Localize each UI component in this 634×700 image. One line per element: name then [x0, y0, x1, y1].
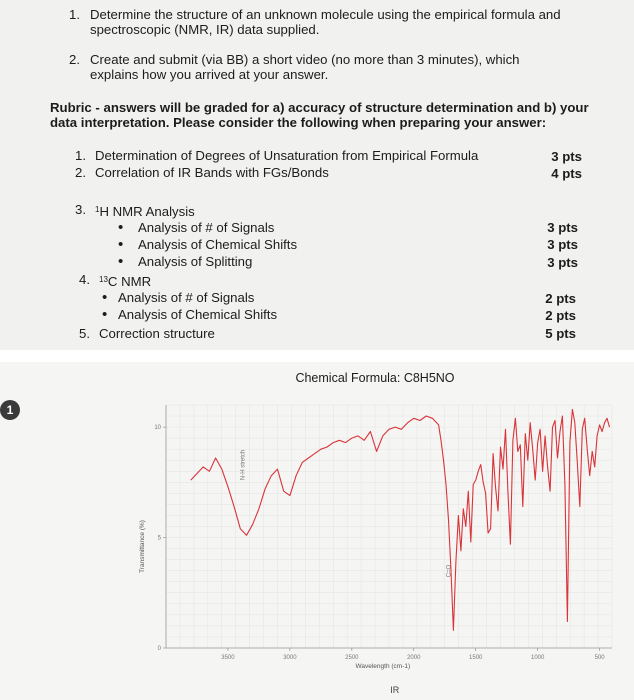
h-nmr-bullet: Analysis of Splitting: [138, 254, 253, 269]
h-nmr-bullet-points: 3 pts: [547, 255, 578, 270]
rubric-item-number: 5.: [79, 326, 90, 341]
y-tick-label: 0: [157, 646, 161, 652]
instruction-number: 1.: [69, 7, 80, 22]
h-nmr-bullet: Analysis of Chemical Shifts: [138, 237, 298, 252]
rubric-item-label: Correlation of IR Bands with FGs/Bonds: [95, 165, 329, 180]
h-nmr-bullet-points: 3 pts: [547, 220, 578, 235]
c-nmr-bullet-points: 2 pts: [545, 291, 576, 306]
instruction-1-line-2: spectroscopic (NMR, IR) data supplied.: [90, 22, 320, 37]
figure-number-badge: 1: [0, 400, 20, 420]
c-nmr-bullet-points: 2 pts: [545, 308, 576, 323]
x-tick-label: 3500: [221, 655, 235, 661]
y-axis-label: Transmittance (%): [139, 520, 146, 573]
rubric-item-points: 4 pts: [551, 166, 582, 181]
final-structure-label: Correction structure: [99, 326, 215, 341]
x-tick-label: 2000: [407, 655, 421, 661]
annotation-label: N-H stretch: [240, 449, 247, 481]
rubric-item-label: Determination of Degrees of Unsaturation from Empirical Formula: [95, 148, 479, 163]
y-tick-label: 5: [157, 535, 161, 542]
rubric-item-points: 3 pts: [551, 149, 582, 164]
final-structure-points: 5 pts: [545, 326, 576, 341]
instruction-1-line-1: Determine the structure of an unknown molecule using the empirical formula and: [90, 7, 561, 22]
c-nmr-title: $^{13}$C NMR: [99, 274, 152, 289]
rubric-item-number: 1.: [75, 148, 86, 163]
chart-title: Chemical Formula: C8H5NO: [295, 371, 455, 385]
bullet-icon: •: [118, 236, 124, 253]
ir-spectrum-line: [191, 409, 610, 630]
h-nmr-bullet-points: 3 pts: [547, 237, 578, 252]
x-tick-label: 3000: [283, 655, 297, 661]
rubric-heading-line-1: Rubric - answers will be graded for a) accuracy of structure determination and b) your: [50, 100, 589, 115]
bullet-icon: •: [102, 306, 108, 323]
y-tick-label: 10: [154, 425, 161, 432]
instruction-2-line-2: explains how you arrived at your answer.: [90, 67, 329, 82]
bullet-icon: •: [118, 253, 124, 270]
x-axis-label: Wavelength (cm-1): [355, 663, 411, 670]
rubric-item-number: 4.: [79, 272, 90, 287]
h-nmr-title: $^1$H NMR Analysis: [95, 204, 195, 219]
rubric-heading-line-2: data interpretation. Please consider the following when preparing your answer:: [50, 115, 547, 130]
annotation-label: C=O: [446, 564, 453, 578]
c-nmr-bullet: Analysis of Chemical Shifts: [118, 307, 278, 322]
instruction-number: 2.: [69, 52, 80, 67]
panel-divider: [0, 350, 634, 362]
h-nmr-bullet: Analysis of # of Signals: [138, 220, 275, 235]
x-tick-label: 500: [594, 655, 605, 661]
bullet-icon: •: [118, 219, 124, 236]
rubric-item-number: 3.: [75, 202, 86, 217]
x-tick-label: 1500: [469, 655, 483, 661]
x-tick-label: 1000: [530, 655, 545, 661]
rubric-item-number: 2.: [75, 165, 86, 180]
bullet-icon: •: [102, 289, 108, 306]
ir-spectrum-chart: [0, 362, 634, 700]
x-tick-label: 2500: [345, 655, 359, 661]
chart-series: [191, 409, 610, 630]
c-nmr-bullet: Analysis of # of Signals: [118, 290, 255, 305]
chart-caption: IR: [390, 685, 400, 695]
instruction-2-line-1: Create and submit (via BB) a short video (no more than 3 minutes), which: [90, 52, 520, 67]
